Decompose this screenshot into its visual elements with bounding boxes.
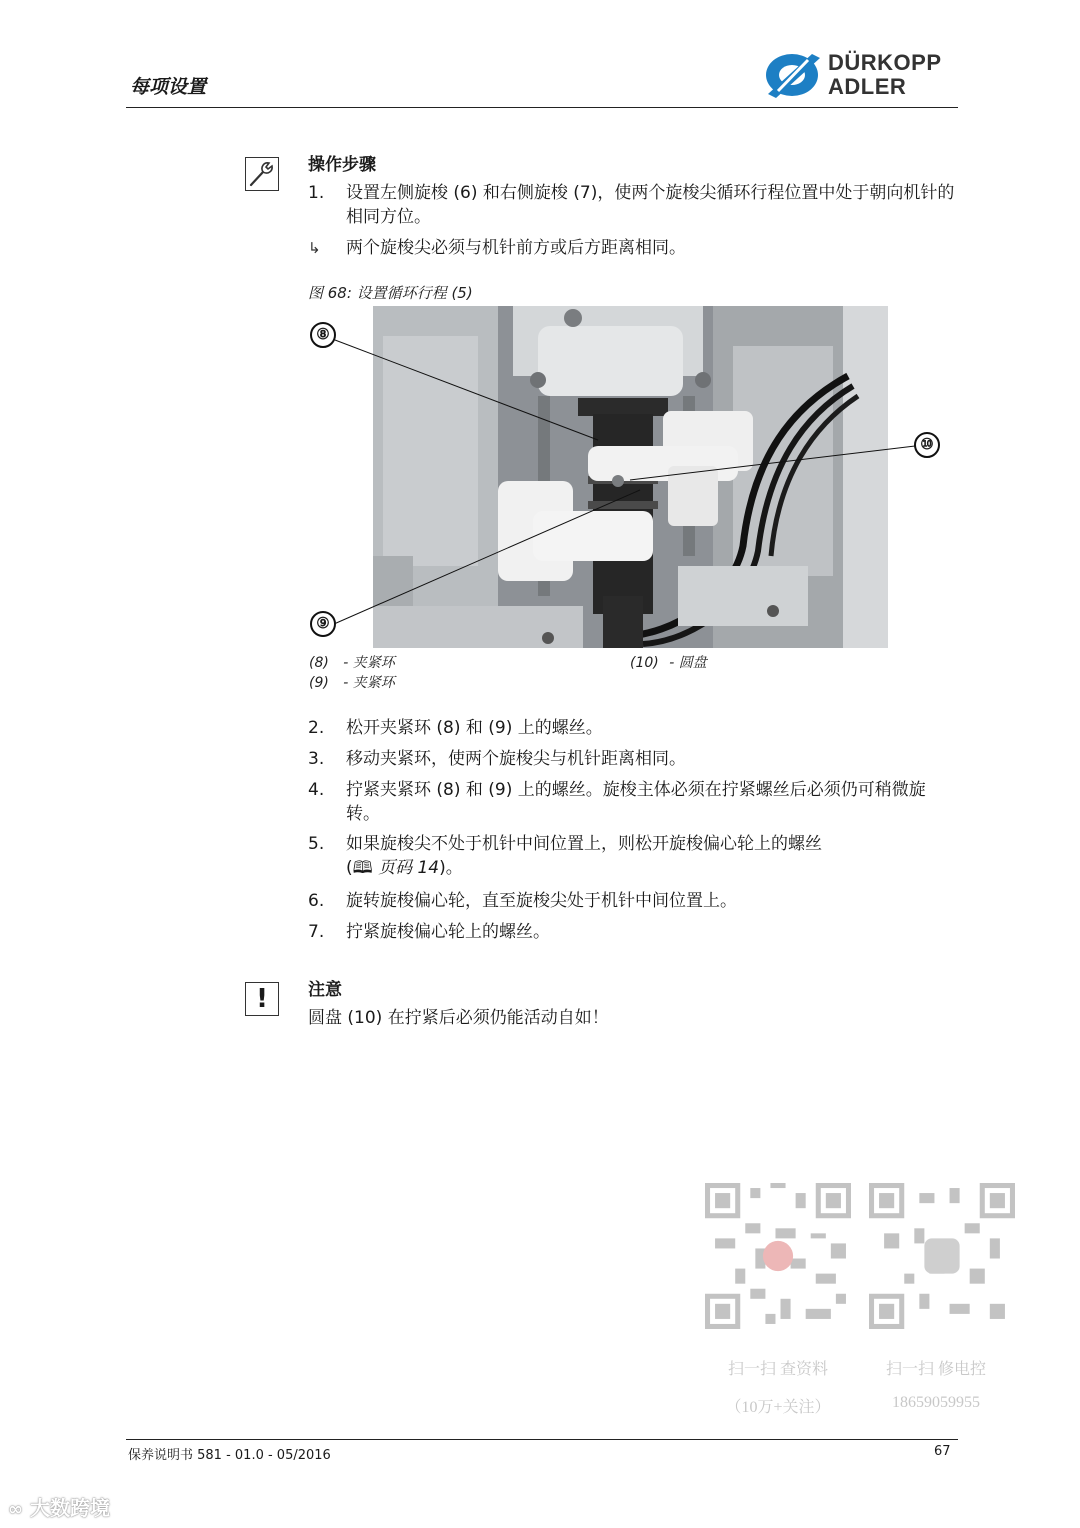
legend-number: (8): [309, 655, 329, 671]
step-text: 松开夹紧环 (8) 和 (9) 上的螺丝。: [346, 718, 603, 738]
callout-8: ⑧: [310, 322, 336, 348]
callout-10: ⑩: [914, 432, 940, 458]
qr-right-caption-2: 18659059955: [892, 1394, 980, 1411]
legend-item-8: [309, 652, 395, 672]
qr-right-caption-1: 扫一扫 修电控: [885, 1361, 986, 1378]
qr-left-caption-2: （10万+关注）: [725, 1399, 831, 1416]
result-arrow-icon: ↳: [308, 239, 321, 257]
page-section-title: 每项设置: [130, 76, 207, 98]
qr-code-right: [869, 1183, 1015, 1333]
qr-code-left: [705, 1183, 851, 1333]
footer-document-id: 保养说明书 581 - 01.0 - 05/2016: [128, 1448, 331, 1463]
footer-rule: [126, 1439, 958, 1440]
legend-item-10: [630, 652, 707, 672]
step-number: 1.: [308, 183, 325, 203]
step-5-main-text: 如果旋梭尖不处于机针中间位置上，则松开旋梭偏心轮上的螺丝: [346, 834, 822, 854]
watermark: [8, 1492, 110, 1521]
step-text: 拧紧旋梭偏心轮上的螺丝。: [346, 922, 550, 942]
exclamation-icon: !: [245, 982, 279, 1016]
weibo-icon: ∞: [8, 1499, 23, 1520]
step-number: 2.: [308, 718, 325, 738]
callout-9: ⑨: [310, 611, 336, 637]
step-number: 3.: [308, 749, 325, 769]
notice-text: 圆盘 (10) 在拧紧后必须仍能活动自如！: [308, 1008, 609, 1028]
legend-item-9: [309, 672, 395, 692]
legend-label: - 夹紧环: [343, 655, 395, 671]
step-number: 4.: [308, 780, 325, 800]
legend-number: (9): [309, 675, 329, 691]
step-text: 旋转旋梭偏心轮，直至旋梭尖处于机针中间位置上。: [346, 891, 737, 911]
result-text: 两个旋梭尖必须与机针前方或后方距离相同。: [346, 238, 686, 258]
step-number: 6.: [308, 891, 325, 911]
procedure-heading: 操作步骤: [308, 155, 376, 175]
legend-label: - 圆盘: [669, 655, 707, 671]
watermark-text: 大数跨境: [29, 1496, 110, 1520]
legend-number: (10): [630, 655, 659, 671]
step-text: [346, 832, 956, 880]
notice-heading: 注意: [308, 980, 342, 1000]
page-number: 67: [934, 1444, 951, 1459]
page-reference-open: (: [346, 858, 353, 878]
book-icon: 🕮: [352, 858, 373, 878]
step-text: 移动夹紧环，使两个旋梭尖与机针距离相同。: [346, 749, 686, 769]
qr-code-icon: [705, 1183, 851, 1329]
step-text: 拧紧夹紧环 (8) 和 (9) 上的螺丝。旋梭主体必须在拧紧螺丝后必须仍可稍微旋转。: [346, 780, 926, 824]
step-number: 5.: [308, 834, 325, 854]
qr-code-icon: [869, 1183, 1015, 1329]
legend-label: - 夹紧环: [343, 675, 395, 691]
page-reference-link[interactable]: 页码 14: [372, 858, 440, 878]
figure-caption: 图 68: 设置循环行程 (5): [308, 284, 473, 302]
callout-leader-lines: [0, 0, 1080, 700]
brand-name-line1: DÜRKOPP: [828, 50, 942, 75]
brand-name-line2: ADLER: [828, 74, 907, 99]
qr-left-caption-1: 扫一扫 查资料: [727, 1361, 828, 1378]
page-reference-close: )。: [439, 858, 463, 878]
step-number: 7.: [308, 922, 325, 942]
step-text: 设置左侧旋梭 (6) 和右侧旋梭 (7)，使两个旋梭尖循环行程位置中处于朝向机针的相同方位。: [346, 183, 955, 227]
